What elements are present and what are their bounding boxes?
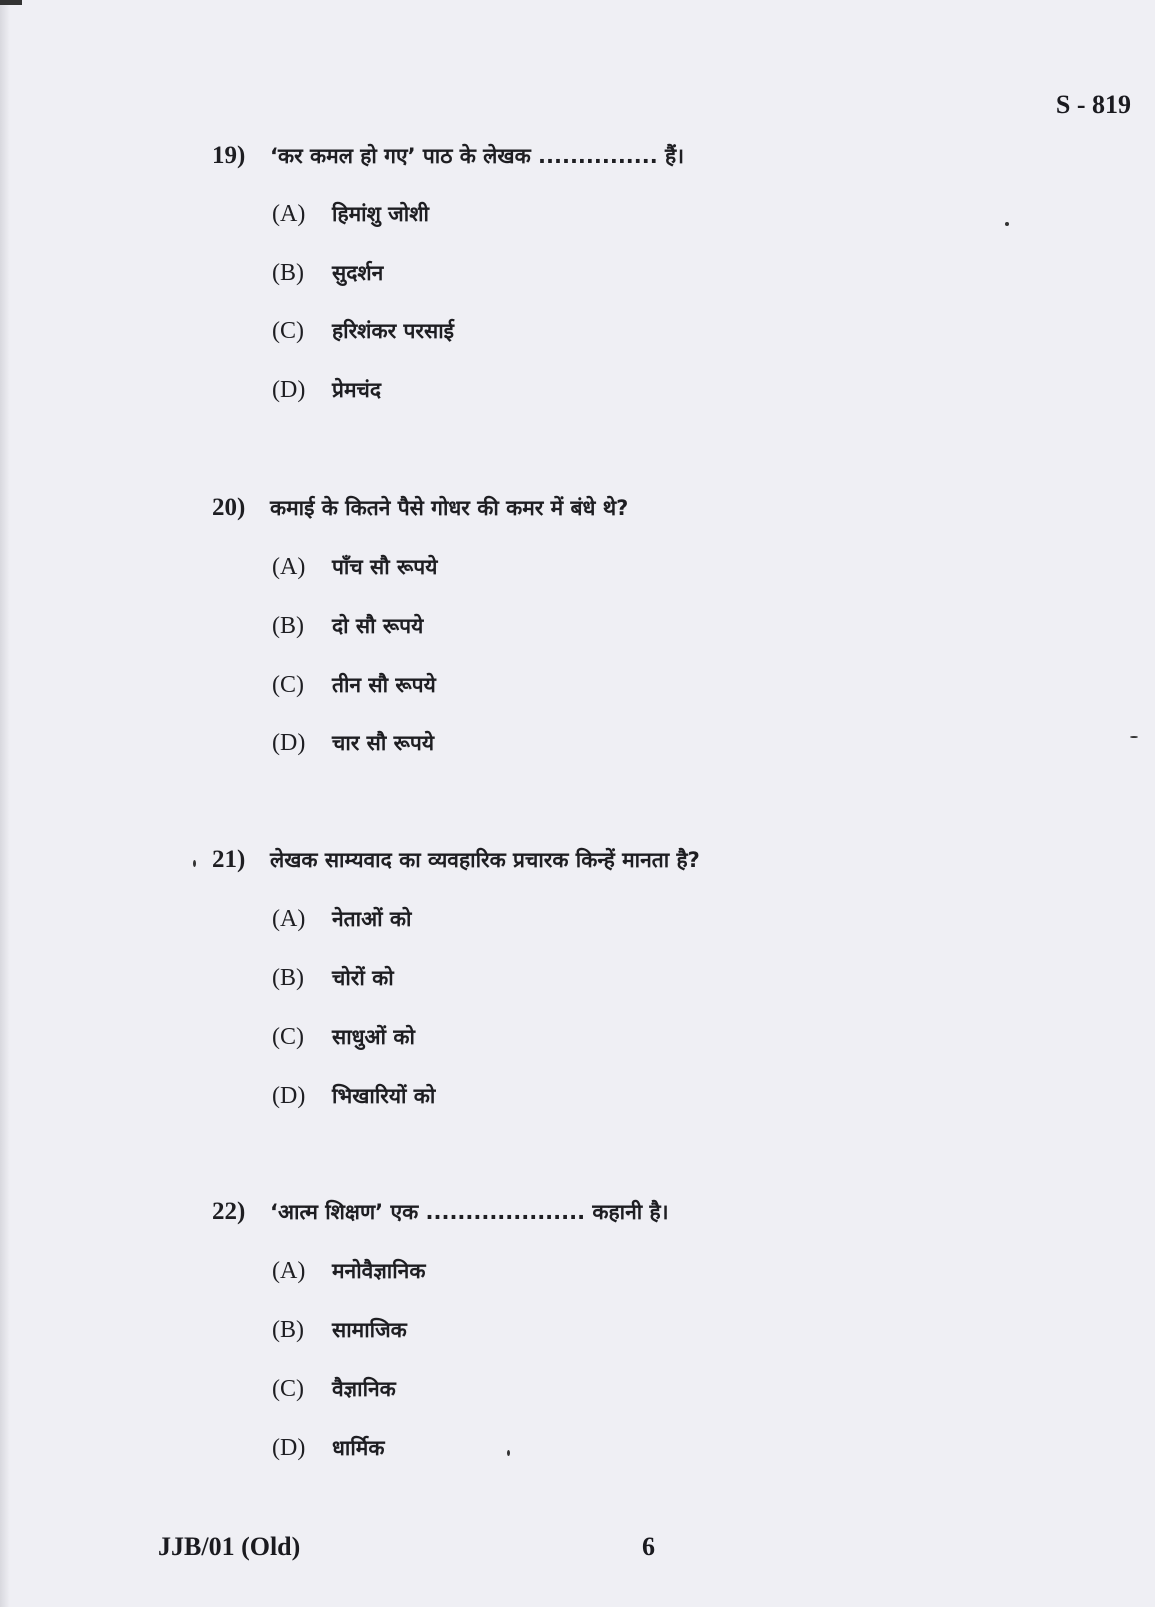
- question-stem: [212, 142, 1012, 176]
- exam-code: JJB/01 (Old): [158, 1532, 301, 1561]
- option-letter: (A): [272, 1258, 306, 1284]
- question-stem: [212, 1198, 1012, 1232]
- scan-speck: [1005, 222, 1009, 226]
- option-text: सुदर्शन: [332, 261, 384, 285]
- option-a: [272, 905, 411, 939]
- option-d: [272, 729, 434, 763]
- paper-code: S - 819: [1055, 90, 1131, 119]
- option-c: [272, 317, 454, 351]
- question-number: 21): [212, 846, 246, 873]
- option-text: दो सौ रूपये: [332, 614, 424, 638]
- question-22: [212, 1198, 1012, 1232]
- option-letter: (C): [272, 1376, 304, 1402]
- page-number: 6: [642, 1532, 655, 1561]
- question-number: 19): [212, 142, 246, 169]
- option-text: हिमांशु जोशी: [332, 202, 429, 226]
- option-text: धार्मिक: [332, 1436, 385, 1460]
- option-letter: (D): [272, 730, 306, 756]
- option-text: साधुओं को: [332, 1025, 415, 1049]
- option-b: [272, 964, 394, 998]
- option-c: [272, 671, 436, 705]
- option-d: [272, 376, 381, 410]
- scan-corner-mark: [0, 0, 22, 5]
- option-text: भिखारियों को: [332, 1084, 436, 1108]
- option-letter: (B): [272, 1317, 304, 1343]
- question-text: लेखक साम्यवाद का व्यवहारिक प्रचारक किन्हें मानता है?: [270, 848, 700, 872]
- option-a: [272, 1257, 425, 1291]
- scan-speck: [193, 860, 196, 867]
- option-letter: (B): [272, 260, 304, 286]
- option-letter: (C): [272, 1024, 304, 1050]
- option-letter: (C): [272, 672, 304, 698]
- option-text: तीन सौ रूपये: [332, 673, 436, 697]
- option-c: [272, 1375, 396, 1409]
- option-letter: (B): [272, 613, 304, 639]
- question-21: [212, 846, 1012, 880]
- option-text: चोरों को: [332, 966, 394, 990]
- option-text: वैज्ञानिक: [332, 1377, 396, 1401]
- scan-edge-shadow: [0, 0, 10, 1607]
- option-text: चार सौ रूपये: [332, 731, 435, 755]
- option-a: [272, 553, 437, 587]
- option-text: प्रेमचंद: [332, 378, 381, 402]
- question-text: ‘आत्म शिक्षण’ एक .................... कहानी है।: [270, 1200, 669, 1224]
- option-c: [272, 1023, 415, 1057]
- option-b: [272, 612, 423, 646]
- option-b: [272, 1316, 407, 1350]
- option-a: [272, 200, 429, 234]
- question-20: [212, 494, 1012, 528]
- question-19: [212, 142, 1012, 176]
- scan-speck: [507, 1450, 510, 1456]
- option-letter: (B): [272, 965, 304, 991]
- question-stem: [212, 494, 1012, 528]
- option-letter: (C): [272, 318, 304, 344]
- question-text: ‘कर कमल हो गए’ पाठ के लेखक ............... हैं।: [270, 144, 685, 168]
- option-letter: (A): [272, 554, 306, 580]
- option-d: [272, 1082, 435, 1116]
- option-text: सामाजिक: [332, 1318, 407, 1342]
- option-letter: (D): [272, 1083, 306, 1109]
- scan-speck: [1130, 736, 1138, 738]
- option-text: नेताओं को: [332, 907, 412, 931]
- option-letter: (A): [272, 201, 306, 227]
- option-letter: (D): [272, 1435, 306, 1461]
- option-text: हरिशंकर परसाई: [332, 319, 454, 343]
- option-letter: (A): [272, 906, 306, 932]
- question-text: कमाई के कितने पैसे गोधर की कमर में बंधे थे?: [270, 496, 629, 520]
- option-text: पाँच सौ रूपये: [332, 555, 438, 579]
- option-letter: (D): [272, 377, 306, 403]
- option-d: [272, 1434, 384, 1468]
- question-number: 22): [212, 1198, 246, 1225]
- option-text: मनोवैज्ञानिक: [332, 1259, 426, 1283]
- question-stem: [212, 846, 1012, 880]
- question-number: 20): [212, 494, 246, 521]
- option-b: [272, 259, 383, 293]
